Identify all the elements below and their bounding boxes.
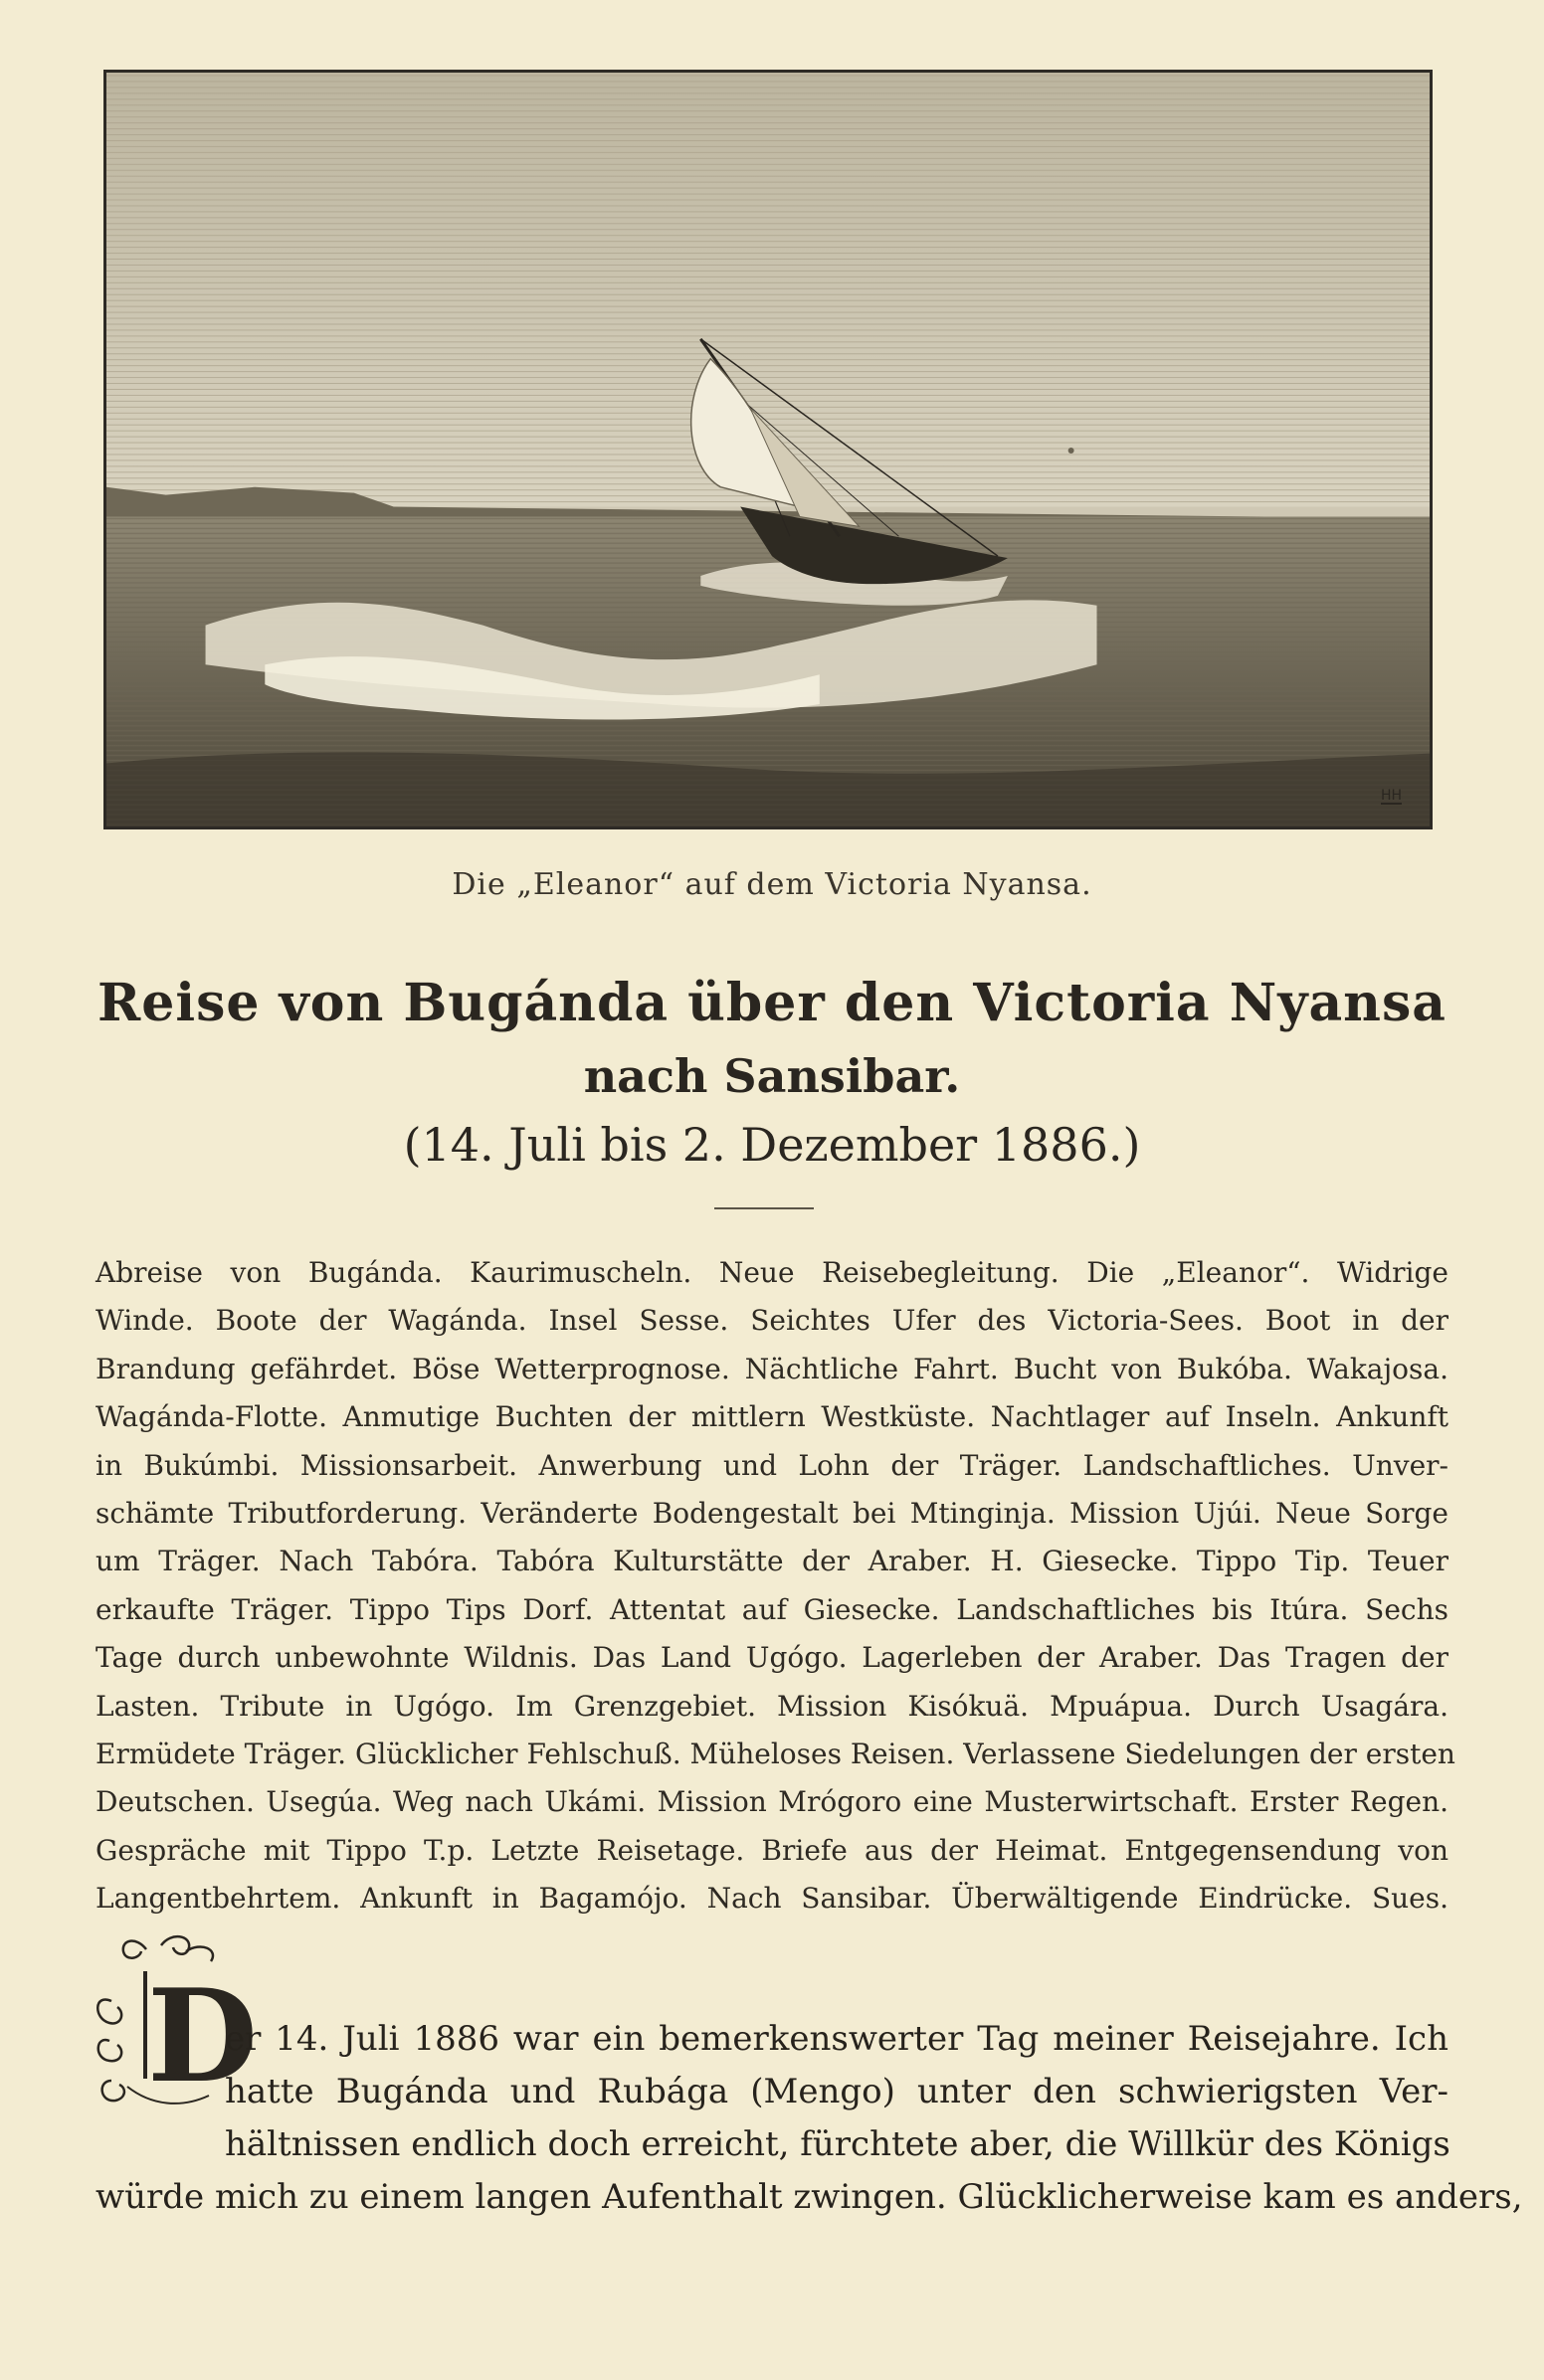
summary-line: Gespräche mit Tippo T.p. Letzte Reisetage. Briefe aus der Heimat. Entgegensendung von — [96, 1833, 1448, 1867]
chapter-title-line1: Reise von Bugánda über den Victoria Nyansa — [97, 973, 1447, 1033]
summary-line: Tage durch unbewohnte Wildnis. Das Land Ugógo. Lagerleben der Araber. Das Tragen der — [96, 1641, 1448, 1675]
drop-cap-letter: D — [147, 1962, 258, 2111]
body-text-line: würde mich zu einem langen Aufenthalt zwingen. Glücklicherweise kam es anders, — [96, 2177, 1523, 2217]
summary-line: Deutschen. Usegúa. Weg nach Ukámi. Mission Mrógoro eine Musterwirtschaft. Erster Regen. — [96, 1785, 1448, 1819]
summary-line: in Bukúmbi. Missionsarbeit. Anwerbung und Lohn der Träger. Landschaftliches. Unver- — [96, 1448, 1448, 1482]
summary-line: schämte Tributforderung. Veränderte Bodengestalt bei Mtinginja. Mission Ujúi. Neue Sorge — [96, 1497, 1448, 1531]
summary-line: Brandung gefährdet. Böse Wetterprognose. Nächtliche Fahrt. Bucht von Bukóba. Wakajosa. — [96, 1352, 1448, 1385]
summary-line: erkaufte Träger. Tippo Tips Dorf. Attentat auf Giesecke. Landschaftliches bis Itúra. Sechs — [96, 1592, 1448, 1626]
summary-line: Langentbehrtem. Ankunft in Bagamójo. Nach Sansibar. Überwältigende Eindrücke. Sues. — [96, 1882, 1448, 1916]
summary-line: um Träger. Nach Tabóra. Tabóra Kulturstätte der Araber. H. Giesecke. Tippo Tip. Teuer — [96, 1545, 1448, 1578]
sailing-ship-engraving — [106, 73, 1430, 826]
illustrator-monogram: HH — [1380, 788, 1402, 804]
heading-divider — [714, 1207, 814, 1209]
illustration-caption: Die „Eleanor“ auf dem Victoria Nyansa. — [452, 867, 1092, 902]
summary-line: Wagánda-Flotte. Anmutige Buchten der mittlern Westküste. Nachtlager auf Inseln. Ankunft — [96, 1400, 1448, 1434]
body-text-line: hatte Bugánda und Rubága (Mengo) unter den schwierigsten Ver- — [225, 2072, 1448, 2111]
chapter-title-line2: nach Sansibar. — [583, 1049, 961, 1103]
flourish-ornament-icon — [92, 1931, 258, 2120]
summary-line: Winde. Boote der Wagánda. Insel Sesse. Seichtes Ufer des Victoria-Sees. Boot in der — [96, 1304, 1448, 1338]
ship-illustration — [103, 70, 1433, 829]
body-text-line: hältnissen endlich doch erreicht, fürchtete aber, die Willkür des Königs — [225, 2124, 1450, 2164]
summary-line: Ermüdete Träger. Glücklicher Fehlschuß. Müheloses Reisen. Verlassene Siedelungen der ersten — [96, 1738, 1455, 1771]
ornamental-drop-cap — [92, 1931, 258, 2120]
chapter-summary — [96, 1249, 1455, 1923]
summary-line: Abreise von Bugánda. Kaurimuscheln. Neue Reisebegleitung. Die „Eleanor“. Widrige — [96, 1256, 1448, 1289]
summary-line: Lasten. Tribute in Ugógo. Im Grenzgebiet. Mission Kisókuä. Mpuápua. Durch Usagára. — [96, 1689, 1448, 1723]
body-text-line: er 14. Juli 1886 war ein bemerkenswerter Tag meiner Reisejahre. Ich — [225, 2019, 1448, 2059]
chapter-date-range: (14. Juli bis 2. Dezember 1886.) — [403, 1118, 1141, 1172]
